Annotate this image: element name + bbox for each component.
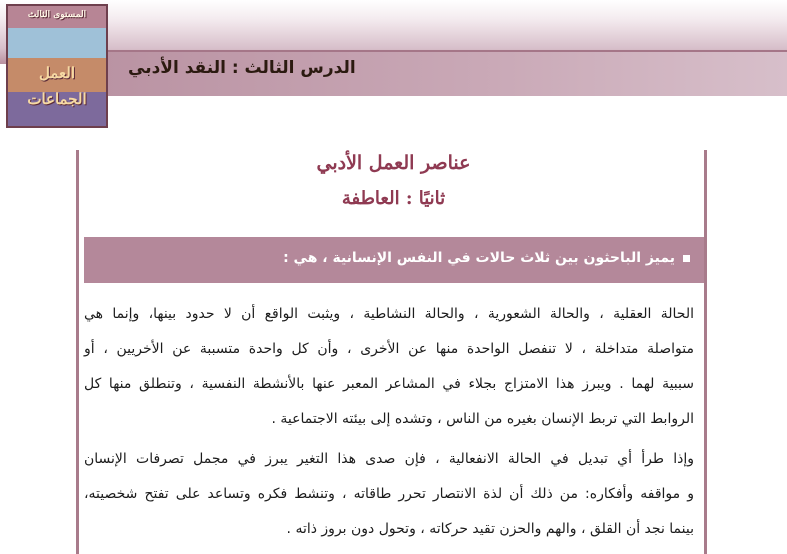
paragraph-line: بينما نجد أن القلق ، والهم والحزن تقيد حركاته ، وتحول دون بروز ذاته .	[286, 521, 694, 537]
content-frame-left	[76, 150, 79, 554]
intro-line	[100, 250, 690, 266]
paragraph-line: الروابط التي تربط الإنسان بغيره من الناس ، وتشده إلى بيئته الاجتماعية .	[271, 411, 694, 427]
cover-title-word: العمل	[38, 64, 75, 82]
lesson-title: الدرس الثالث : النقد الأدبي	[128, 58, 356, 78]
section-title: عناصر العمل الأدبي	[316, 152, 471, 174]
paragraph-line: الحالة العقلية ، والحالة الشعورية ، والحالة النشاطية ، ويثبت الواقع أن لا حدود بينها، وإنما هي	[84, 306, 694, 322]
bullet-square-icon	[683, 255, 690, 262]
paragraph-line: متواصلة متداخلة ، لا تنفصل الواحدة منها عن الأخرى ، وأن كل واحدة متسببة عن الأخريين ، أو	[84, 341, 694, 357]
intro-text: يميز الباحثون بين ثلاث حالات في النفس الإنسانية ، هي :	[283, 250, 675, 266]
cover-title-word: الجماعات	[27, 90, 87, 108]
paragraph-line: سببية لهما . ويبرز هذا الامتزاج بجلاء في المشاعر المعبر عنها بالأنشطة النفسية ، وتنطلق منها كل	[84, 376, 694, 392]
paragraph-line: وإذا طرأ أي تبديل في الحالة الانفعالية ، فإن صدى هذا التغير يبرز في مجمل تصرفات الإنسان	[84, 451, 694, 467]
cover-level-text: المستوى الثالث	[27, 10, 87, 20]
paragraph-line: و مواقفه وأفكاره: من ذلك أن لذة الانتصار تحرر طاقاته ، وتنشط فكره وتساعد على تفتح شخصيته،	[84, 486, 694, 502]
book-cover-image	[6, 4, 108, 128]
content-frame-right	[704, 150, 707, 554]
intro-box	[84, 237, 704, 283]
section-subtitle: ثانيًا : العاطفة	[341, 188, 446, 209]
cover-stripe	[8, 28, 106, 58]
